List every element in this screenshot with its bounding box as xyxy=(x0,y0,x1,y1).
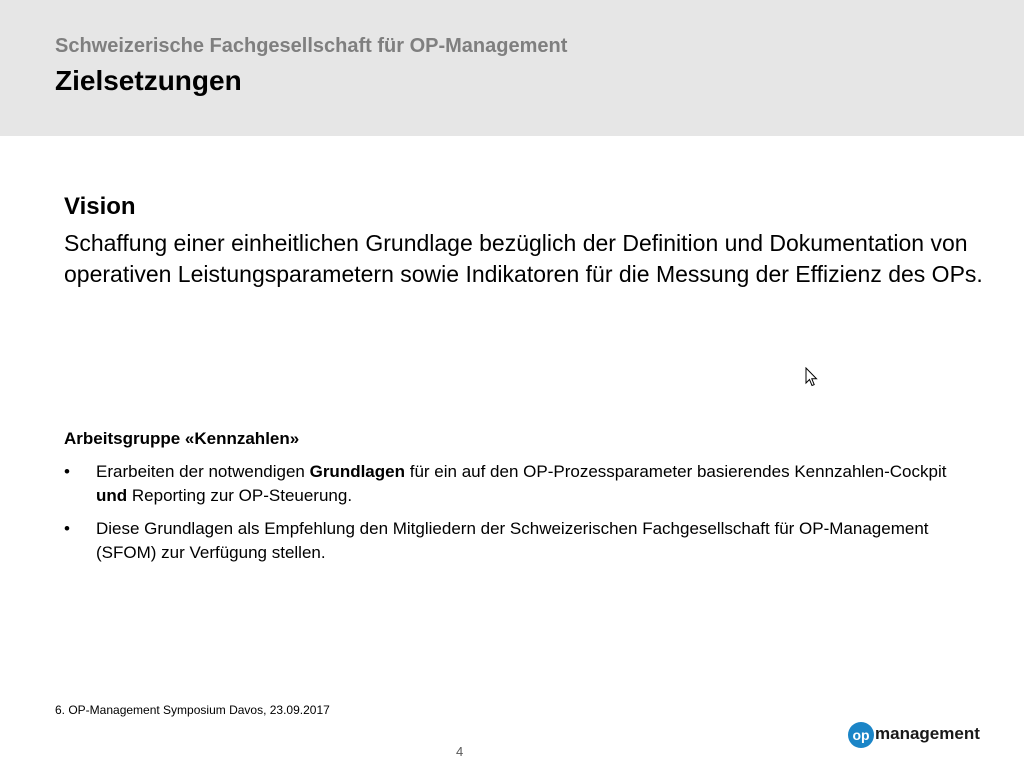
vision-text: Schaffung einer einheitlichen Grundlage bezüglich der Definition und Dokumentation von operativen Leistungsparametern sowie Indikatoren für die Messung der Effizienz des OPs. xyxy=(64,230,983,287)
slide-title: Zielsetzungen xyxy=(55,65,242,96)
footer-event: 6. OP-Management Symposium Davos, 23.09.2017 xyxy=(55,703,330,717)
bullet-marker: • xyxy=(64,519,70,538)
vision-heading: Vision xyxy=(64,193,136,220)
logo-text: management xyxy=(875,724,980,743)
list-item xyxy=(64,517,964,565)
bullet-emphasis: und xyxy=(96,486,128,505)
bullet-text: Reporting zur OP-Steuerung. xyxy=(127,486,353,505)
working-group-heading: Arbeitsgruppe «Kennzahlen» xyxy=(64,429,300,448)
organization-name: Schweizerische Fachgesellschaft für OP-Management xyxy=(55,35,568,57)
bullet-text: für ein auf den OP-Prozessparameter basierendes Kennzahlen-Cockpit xyxy=(405,462,947,481)
mouse-pointer-icon xyxy=(805,367,819,387)
page-number: 4 xyxy=(456,744,464,759)
bullet-emphasis: Grundlagen xyxy=(309,462,405,481)
logo-circle: op xyxy=(848,722,874,748)
list-item xyxy=(64,460,964,508)
bullet-list xyxy=(64,460,964,574)
bullet-marker: • xyxy=(64,462,70,481)
bullet-text: Diese Grundlagen als Empfehlung den Mitgliedern der Schweizerischen Fachgesellschaft für OP-Management (SFOM) zur Verfügung stellen. xyxy=(96,519,929,562)
header-band xyxy=(0,0,1024,136)
bullet-text: Erarbeiten der notwendigen xyxy=(96,462,310,481)
